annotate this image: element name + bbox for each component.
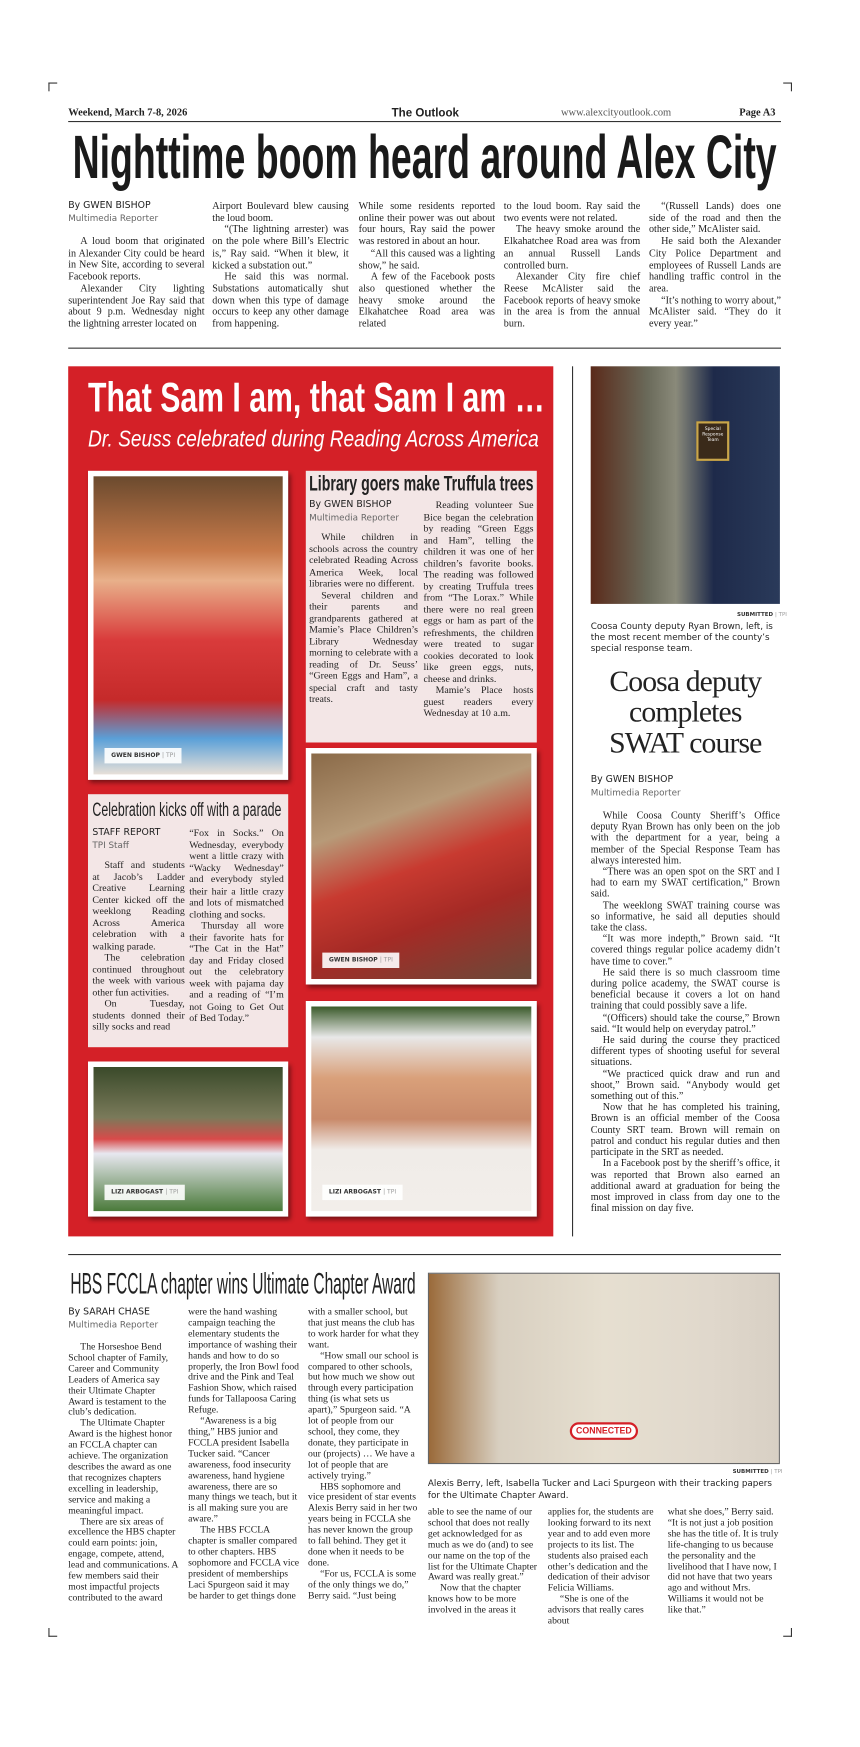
- seuss-subtitle-wrap: [88, 426, 632, 454]
- byline-role: Multimedia Reporter: [590, 787, 681, 798]
- paragraph: “How small our school is compared to other schools, but how much we show out through every participation thing (is what sets us apart),” Spurgeon said. “A lot of people from our school, they come, they donate, they participate in our (projects) … We have a lot of people that are actively trying.”: [308, 1349, 419, 1481]
- paragraph: “It’s nothing to worry about,” McAlister said. “They do it every year.”: [649, 294, 781, 329]
- paragraphs: [548, 1507, 659, 1627]
- page-number: Page A3: [739, 107, 776, 119]
- paragraphs: [309, 531, 418, 704]
- boom-column-2: [212, 200, 348, 330]
- paragraph: The Ultimate Chapter Award is the highest honor an FCCLA chapter can achieve. The organization describes the award as one that recognizes chapters excelling in leadership, service and making a meaningful impact.: [68, 1417, 173, 1516]
- coosa-article-body: [591, 774, 780, 1213]
- library-headline: Library goers make Truffula trees: [309, 473, 534, 497]
- paragraphs: [68, 1342, 179, 1604]
- paragraph: Mamie’s Place hosts guest readers every Wednesday at 10 a.m.: [423, 684, 534, 719]
- column-divider: [572, 366, 573, 1236]
- library-story-box: [306, 471, 537, 743]
- crop-mark: [48, 83, 57, 92]
- paragraph: “We practiced quick draw and run and shoot,” Brown said. “Anybody would get something out of this.”: [590, 1067, 780, 1102]
- hbs-column-2: [188, 1307, 299, 1601]
- seuss-subtitle: Dr. Seuss celebrated during Reading Across America: [88, 426, 539, 453]
- paragraph: what she does,” Berry said. “It is not just a job position she has the title of. It is truly life-changing to us because the personality and the livelihood that I have now, I did not have that two years ago and without Mrs. Williams it would not be like that.”: [667, 1505, 779, 1615]
- paragraph: “It was more indepth,” Brown said. “It covered things regular police academy didn’t have time to cover.”: [590, 933, 780, 967]
- photo-credit: SUBMITTED | TPI: [732, 1468, 783, 1476]
- photo-girl-craft: [88, 471, 288, 780]
- paragraph: Staff and students at Jacob’s Ladder Creative Learning Center kicked off the weeklong Reading Across America celebration with a walking parade.: [92, 859, 185, 951]
- paragraphs: [188, 1307, 299, 1601]
- paragraphs: [68, 235, 204, 329]
- paragraph: Several children and their parents and grandparents gathered at Mamie’s Place Children’s Library Wednesday morning to celebrate with a reading of Dr. Seuss’ “Green Eggs and Ham”, a special craft and tasty treats.: [309, 589, 418, 704]
- paragraph: “All this caused was a lighting show,” he said.: [358, 247, 495, 271]
- paragraphs: [428, 1507, 539, 1616]
- paragraph: In a Facebook post by the sheriff’s office, it was reported that Brown also earned an additional award at graduation for being the most improved in class from day one to the final mission on day five.: [590, 1157, 780, 1214]
- crop-mark: [48, 1628, 57, 1637]
- issue-date: Weekend, March 7-8, 2026: [68, 107, 188, 119]
- paragraph: The HBS FCCLA chapter is smaller compared to other chapters. HBS sophomore and FCCLA vice president of memberships Laci Spurgeon said it may be harder to get things done: [188, 1523, 300, 1601]
- website-url[interactable]: www.alexcityoutlook.com: [561, 107, 672, 119]
- byline: By GWEN BISHOP: [309, 499, 392, 511]
- parade-column-2: [189, 827, 284, 1023]
- boom-headline-wrap: [73, 123, 860, 191]
- photo-credit: GWEN BISHOP | TPI: [322, 953, 399, 968]
- paragraph: “(Russell Lands) does one side of the road and then the other side,” McAlister said.: [649, 200, 781, 235]
- award-plaque: Special Response Team: [696, 421, 729, 461]
- paragraph: The Horseshoe Bend School chapter of Family, Career and Community Leaders of America say their Ultimate Chapter Award is testament to the club’s dedication.: [68, 1340, 169, 1418]
- boom-column-4: [504, 200, 640, 330]
- paragraph: While some residents reported online their power was out about four hours, Ray said the power was restored in about an hour.: [358, 200, 495, 247]
- byline-role: Multimedia Reporter: [309, 512, 400, 523]
- paragraph: He said both the Alexander City Police Department and employees of Russell Lands are handling traffic control in the area.: [649, 235, 781, 294]
- photo-parade-kids: [88, 1062, 288, 1217]
- boom-column-5: [649, 200, 781, 330]
- crop-mark: [783, 1628, 792, 1637]
- paragraphs: [668, 1507, 780, 1616]
- connected-sign: CONNECTED: [570, 1422, 638, 1440]
- parade-headline: Celebration kicks off with a parade: [92, 798, 282, 821]
- paragraphs: [649, 200, 781, 330]
- paragraph: “There was an open spot on the SRT and I had to earn my SWAT certification,” Brown said.: [590, 865, 780, 900]
- paragraph: While children in schools across the country celebrated Reading Across America Week, local libraries were no different.: [309, 531, 418, 589]
- paragraphs: [308, 1307, 419, 1601]
- paragraph: Now that he has completed his training, Brown is an official member of the Coosa County SRT team. Brown will remain on patrol and conduct his regular duties and then participate in the SRT as needed.: [590, 1101, 780, 1158]
- paragraph: A loud boom that originated in Alexander City could be heard in New Site, according to several Facebook reports.: [68, 235, 205, 282]
- paragraphs: [212, 200, 348, 330]
- paragraph: There are six areas of excellence the HBS chapter could earn points: join, engage, compete, attend, lead and communications. A few members said their most impactful projects contributed to the award: [68, 1515, 178, 1603]
- photo-caption: Alexis Berry, left, Isabella Tucker and Laci Spurgeon with their tracking papers for the Ultimate Chapter Award.: [427, 1478, 773, 1500]
- byline-role: TPI Staff: [92, 840, 129, 851]
- photo-credit: SUBMITTED | TPI: [737, 611, 787, 619]
- paragraph: He said this was normal. Substations automatically shut down when this type of damage occurs to keep any other damage from happening.: [212, 270, 349, 329]
- photo-deputy-award: [591, 366, 780, 604]
- photo-volunteer-reading: [306, 748, 537, 985]
- byline: By SARAH CHASE: [68, 1306, 150, 1318]
- paragraph: “For us, FCCLA is some of the only things we do,” Berry said. “Just being: [308, 1567, 417, 1601]
- paragraphs: [424, 499, 534, 718]
- paragraph: “She is one of the advisors that really cares about: [547, 1593, 644, 1626]
- paragraph: While Coosa County Sheriff’s Office deputy Ryan Brown has only been on the job with the department for a year, being a member of the Special Response Team has always interested him.: [590, 809, 780, 866]
- byline: By GWEN BISHOP: [68, 200, 151, 212]
- hbs-column-5: [548, 1507, 659, 1627]
- hbs-column-4: [428, 1507, 539, 1616]
- paragraph: Alexander City fire chief Reese McAlister said the Facebook reports of heavy smoke in the area is from the annual burn.: [503, 270, 641, 329]
- boom-headline: Nighttime boom heard around Alex City: [72, 122, 777, 192]
- byline: By GWEN BISHOP: [590, 774, 674, 786]
- paragraph: “(The lightning arrester) was on the pole where Bill’s Electric is,” Ray said. “When it blew, it kicked a substation out.”: [212, 223, 349, 271]
- paragraph: to the loud boom. Ray said the two events were not related.: [503, 200, 641, 223]
- newspaper-name: The Outlook: [391, 106, 459, 120]
- section-rule: [68, 348, 781, 349]
- paragraphs: [359, 200, 495, 330]
- paragraph: A few of the Facebook posts also questioned whether the heavy smoke around the Elkahatchee Road area was related: [358, 270, 495, 329]
- paragraph: Now that the chapter knows how to be more involved in the areas it: [427, 1582, 521, 1615]
- parade-column-1: [92, 827, 184, 1032]
- paragraph: with a smaller school, but that just means the club has to work harder for what they want.: [308, 1305, 419, 1350]
- paragraph: The weeklong SWAT training course was so informative, he said all deputies should take the class.: [590, 899, 780, 933]
- paragraph: Airport Boulevard blew causing the loud boom.: [212, 200, 349, 223]
- paragraph: were the hand washing campaign teaching the elementary students the importance of washing their hands and how to do so properly, the Iron Bowl food drive and the Pink and Teal Fashion Show, which raised funds for Tallapoosa Caring Refuge.: [188, 1305, 300, 1415]
- paragraph: The celebration continued throughout the week with various other fun activities.: [92, 951, 185, 998]
- paragraph: Thursday all wore their favorite hats for “The Cat in the Hat” day and Friday closed out the celebratory week with pajama day and a reading of “I’m not Going to Get Out of Bed Today.”: [189, 919, 284, 1023]
- photo-fccla-students: [428, 1273, 780, 1464]
- coosa-headline: Coosa deputy completes SWAT course: [609, 664, 762, 759]
- photo-credit: LIZI ARBOGAST | TPI: [105, 1185, 185, 1200]
- paragraphs: [189, 827, 284, 1023]
- paragraph: able to see the name of our school that does not really get acknowledged for as much as we do (and) to see our name on the top of the list for the Ultimate Chapter Award was really great.”: [427, 1505, 538, 1583]
- paragraph: The heavy smoke around the Elkahatchee Road area was from an annual Russell Lands controlled burn.: [503, 223, 641, 271]
- byline-role: Multimedia Reporter: [68, 1320, 159, 1330]
- paragraph: “(Officers) should take the course,” Brown said. “It would help on everyday patrol.”: [590, 1011, 780, 1034]
- boom-column-1: [68, 200, 204, 329]
- paragraph: He said during the course they practiced different types of shooting useful for several situations.: [590, 1034, 780, 1068]
- byline: STAFF REPORT: [92, 827, 161, 839]
- hbs-column-6: [668, 1507, 780, 1616]
- hbs-headline: HBS FCCLA chapter wins Ultimate Chapter Award: [70, 1267, 416, 1301]
- photo-credit: LIZI ARBOGAST | TPI: [322, 1185, 402, 1200]
- boom-column-3: [359, 200, 495, 330]
- crop-mark: [783, 83, 792, 92]
- paragraph: On Tuesday, students donned their silly socks and read: [92, 997, 185, 1032]
- library-column-1: [309, 499, 418, 704]
- hbs-column-3: [308, 1307, 419, 1601]
- parade-story-box: [88, 794, 288, 1047]
- paragraphs: [591, 810, 780, 1214]
- paragraph: Alexander City lighting superintendent Joe Ray said that about 9 p.m. Wednesday night the lightning arrester located on: [68, 282, 205, 329]
- byline-role: Multimedia Reporter: [68, 213, 159, 224]
- paragraphs: [504, 200, 640, 330]
- paragraph: HBS sophomore and vice president of star events Alexis Berry said in her two years being in FCCLA she has never known the group to fall behind. They get it done when it needs to be done.: [308, 1480, 418, 1568]
- section-rule: [68, 1254, 781, 1255]
- photo-caption: Coosa County deputy Ryan Brown, left, is the most recent member of the county’s special response team.: [590, 621, 773, 654]
- paragraph: “Fox in Socks.” On Wednesday, everybody went a little crazy with “Wacky Wednesday” and everybody styled their hair a little crazy and lots of mismatched clothing and socks.: [189, 827, 284, 920]
- paragraph: Reading volunteer Sue Bice began the celebration by reading “Green Eggs and Ham”, telling the children it was one of her children’s favorite books. The reading was followed by creating Truffula trees from “The Lorax.” While there were no real green eggs or ham as part of the refreshments, the children were treated to sugar cookies decorated to look like green eggs, nuts, cheese and drinks.: [423, 499, 534, 684]
- photo-credit: GWEN BISHOP | TPI: [105, 748, 182, 763]
- paragraph: applies for, the students are looking forward to its next year and to add even more projects to its list. The students also praised each other’s dedication and the dedication of their advisor Felicia Williams.: [547, 1505, 654, 1594]
- seuss-title: That Sam I am, that Sam I am …: [88, 375, 545, 422]
- photo-boy-seuss-shirt: [306, 1001, 537, 1217]
- paragraph: “Awareness is a big thing,” HBS junior and FCCLA president Isabella Tucker said. “Cancer awareness, food insecurity awareness, hand hygiene awareness, there are so many things we teach, but it is all making sure you are aware.”: [188, 1414, 298, 1524]
- paragraph: He said there is so much classroom time during police academy, the SWAT course is beneficial because it covers a lot on hand training that could possibly save a life.: [590, 966, 780, 1012]
- paragraphs: [92, 859, 184, 1032]
- library-column-2: [424, 499, 534, 718]
- hbs-column-1: [68, 1307, 179, 1604]
